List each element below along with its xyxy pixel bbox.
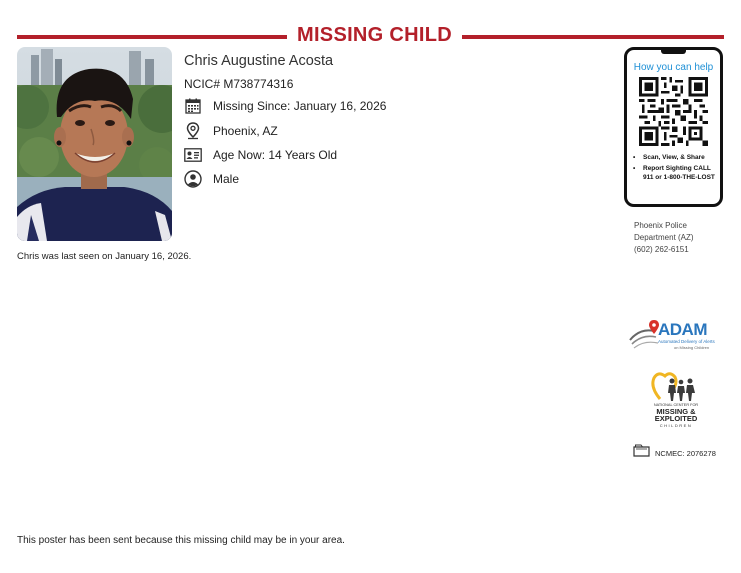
calendar-icon: [184, 97, 202, 115]
help-instructions: [633, 154, 721, 184]
ncmec-label-children: CHILDREN: [659, 423, 693, 428]
child-photo: [17, 47, 172, 241]
help-item-report: • Report Sighting CALL 911 or 1-800-THE-LOST: [633, 165, 721, 183]
adam-tagline: Automated Delivery of Alerts: [658, 339, 715, 344]
location-row: [184, 122, 278, 140]
ncic-number: NCIC# M738774316: [184, 77, 294, 91]
agency-contact: [634, 220, 694, 256]
agency-name-line2: Department (AZ): [634, 233, 694, 242]
sex-row: [184, 170, 240, 188]
help-title: How you can help: [633, 62, 714, 73]
map-pin-icon: [184, 122, 202, 140]
poster-title: MISSING CHILD: [296, 24, 452, 46]
header-rule-left: [17, 35, 287, 39]
location-text: Phoenix, AZ: [213, 124, 278, 138]
help-item-share: • Scan, View, & Share: [633, 154, 721, 163]
age-text: Age Now: 14 Years Old: [213, 148, 338, 162]
ncmec-label-missing: MISSING &: [656, 407, 696, 416]
sex-text: Male: [213, 172, 240, 186]
how-to-help-panel: [624, 47, 723, 207]
ncmec-logo: [648, 369, 704, 429]
age-row: [184, 146, 338, 164]
adam-logo: [628, 318, 720, 354]
ncmec-label-main: [648, 408, 704, 422]
ncmec-case-id: [633, 446, 716, 460]
agency-phone: (602) 262-6151: [634, 245, 689, 254]
child-name: Chris Augustine Acosta: [184, 53, 334, 69]
adam-wordmark: ADAM: [658, 320, 707, 339]
missing-since-row: [184, 97, 387, 115]
adam-tagline-2: on Missing Children: [674, 345, 710, 350]
last-seen-note: Chris was last seen on January 16, 2026.: [17, 251, 192, 262]
footer-note: This poster has been sent because this missing child may be in your area.: [17, 535, 345, 546]
agency-name-line1: Phoenix Police: [634, 221, 687, 230]
ncmec-label-top: NATIONAL CENTER FOR: [653, 403, 699, 407]
header-rule-right: [462, 35, 724, 39]
folder-icon: [633, 444, 650, 462]
ncmec-label-exploited: EXPLOITED: [654, 414, 698, 423]
person-icon: [184, 170, 202, 188]
ncmec-id-text: NCMEC: 2076278: [655, 448, 716, 458]
id-card-icon: [184, 146, 202, 164]
missing-since-text: Missing Since: January 16, 2026: [213, 99, 387, 113]
qr-code-icon[interactable]: [639, 77, 708, 146]
phone-notch: [661, 49, 686, 54]
